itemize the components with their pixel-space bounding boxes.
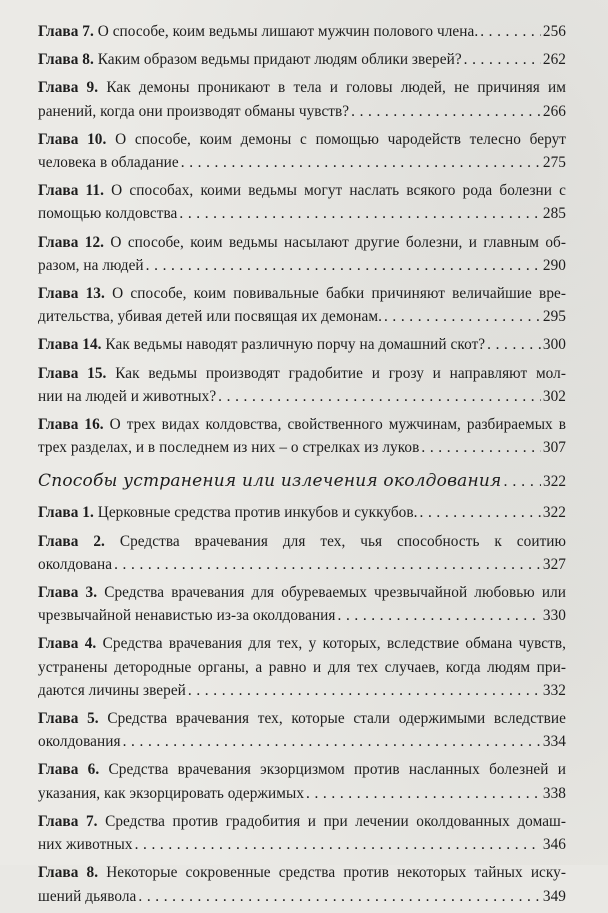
entry-last-line xyxy=(38,151,566,174)
entry-text: Как ведьмы производят градобитие и грозу и направляют мол- xyxy=(115,364,567,382)
entry-last-line xyxy=(38,305,566,328)
entry-body xyxy=(38,179,566,202)
leader-dots xyxy=(351,100,541,123)
leader-dots xyxy=(420,501,541,524)
leader-dots xyxy=(179,202,541,225)
entry-text-end xyxy=(38,730,121,753)
entry-text: Церковные средства против инкубов и суккубов. xyxy=(97,504,418,522)
leader-dots xyxy=(218,385,541,408)
chapter-number: Глава 8. xyxy=(38,864,99,882)
entry-text: Средства врачевания экзорцизмом против насланных болезней и xyxy=(108,761,567,779)
entry-text-end xyxy=(38,782,304,805)
entry-text: Некоторые сокровенные средства против некоторых тайных иску- xyxy=(106,864,566,882)
entry-text: О трех видах колдовства, свойственного мужчинам, разбираемых в xyxy=(109,416,566,434)
entry-body xyxy=(38,362,566,385)
entry-text: О способе, коим ведьмы лишают мужчин полового члена. xyxy=(97,23,479,40)
entry-text: человека в обладание xyxy=(38,154,179,172)
leader-dots xyxy=(114,553,541,576)
leader-dots xyxy=(384,305,541,328)
entry-text: Средства врачевания для тех, чья способность к соитию xyxy=(119,532,567,550)
entry-body xyxy=(38,581,566,604)
entry-last-line xyxy=(38,833,566,856)
toc-entry xyxy=(38,48,566,71)
entry-text: дительства, убивая детей или посвящая их демонам. xyxy=(38,308,382,326)
entry-text-end xyxy=(38,885,136,908)
chapter-number: Глава 13. xyxy=(38,285,105,303)
entry-body xyxy=(38,632,566,678)
page-number: 322 xyxy=(542,504,566,522)
leader-dots xyxy=(487,333,541,356)
entry-text: разом, на людей xyxy=(38,256,144,274)
entry-text: Средства врачевания для тех, у которых, вследствие обмана чувств, устранены детородные органы, а равно и для тех случаев, когда людям при- xyxy=(38,635,567,676)
page-number: 295 xyxy=(542,308,566,326)
chapter-number: Глава 1. xyxy=(38,504,94,522)
entry-last-line xyxy=(38,254,566,277)
toc-entry xyxy=(38,413,566,459)
entry-text-end xyxy=(38,100,349,123)
page-number: 300 xyxy=(542,336,566,354)
page-number: 290 xyxy=(542,256,566,274)
entry-text: О способе, коим демоны с помощью чародейств телесно берут xyxy=(115,130,567,148)
chapter-number: Глава 10. xyxy=(38,130,107,148)
entry-text-end xyxy=(38,151,179,174)
leader-dots xyxy=(504,473,542,491)
entry-last-line xyxy=(38,782,566,805)
leader-dots xyxy=(123,730,541,753)
entry-last-line xyxy=(38,385,566,408)
leader-dots xyxy=(146,254,541,277)
section-title: Способы устранения или излечения околдования xyxy=(38,471,502,492)
chapter-number: Глава 16. xyxy=(38,416,104,434)
entry-text-end xyxy=(38,202,177,225)
page-number: 346 xyxy=(542,836,566,854)
entry-body xyxy=(38,758,566,781)
chapter-number: Глава 3. xyxy=(38,584,98,602)
page-number: 307 xyxy=(542,439,566,457)
entry-text: чрезвычайной ненавистью из-за околдования xyxy=(38,607,336,625)
entry-text: помощью колдовства xyxy=(38,205,178,223)
page-number: 302 xyxy=(542,387,566,405)
chapter-number: Глава 2. xyxy=(38,532,105,550)
toc-entry xyxy=(38,231,566,277)
leader-dots xyxy=(188,679,541,702)
entry-last-line xyxy=(38,604,566,627)
entry-text: указания, как экзорцировать одержимых xyxy=(38,784,305,802)
entry-body xyxy=(38,530,566,553)
toc-entry xyxy=(38,861,566,907)
page-number: 349 xyxy=(542,887,566,905)
entry-text: Как ведьмы наводят различную порчу на домашний скот? xyxy=(105,336,486,354)
chapter-number: Глава 4. xyxy=(38,635,97,653)
entry-text-end xyxy=(38,48,462,71)
entry-text: нии на людей и животных? xyxy=(38,387,217,405)
leader-dots xyxy=(480,20,541,43)
entry-text: шений дьявола xyxy=(38,887,137,905)
entry-text-end xyxy=(38,833,133,856)
entry-text: даются личины зверей xyxy=(38,681,186,699)
page-number: 256 xyxy=(542,23,566,40)
entry-text: них животных xyxy=(38,836,133,854)
section-heading xyxy=(38,471,566,491)
entry-text: Как демоны проникают в тела и головы людей, не причиняя им xyxy=(106,79,567,97)
toc-entry xyxy=(38,501,566,524)
toc-entry xyxy=(38,76,566,122)
toc-entry xyxy=(38,758,566,804)
toc-entry xyxy=(38,362,566,408)
chapter-number: Глава 5. xyxy=(38,710,99,728)
entry-last-line xyxy=(38,100,566,123)
page-number: 332 xyxy=(542,681,566,699)
entry-text: Средства врачевания тех, которые стали одержимыми вследствие xyxy=(107,710,566,728)
chapter-number: Глава 7. xyxy=(38,812,98,830)
entry-last-line xyxy=(38,333,566,356)
entry-text-end xyxy=(38,501,418,524)
page-number: 262 xyxy=(542,51,566,69)
entry-last-line xyxy=(38,202,566,225)
chapter-number: Глава 8. xyxy=(38,51,94,69)
entry-text-end xyxy=(38,305,382,328)
entry-text: Средства против градобития и при лечении околдованных домаш- xyxy=(105,812,567,830)
toc-entry xyxy=(38,128,566,174)
toc-entry xyxy=(38,333,566,356)
entry-last-line xyxy=(38,885,566,908)
entry-text-end xyxy=(38,385,216,408)
table-of-contents xyxy=(38,20,566,913)
page-number: 266 xyxy=(542,102,566,120)
entry-text-end xyxy=(38,553,112,576)
leader-dots xyxy=(338,604,541,627)
chapter-number: Глава 12. xyxy=(38,233,105,251)
leader-dots xyxy=(138,885,541,908)
entry-text-end xyxy=(38,20,478,43)
entry-body xyxy=(38,282,566,305)
toc-entry xyxy=(38,632,566,702)
leader-dots xyxy=(306,782,541,805)
entry-text: околдована xyxy=(38,555,113,573)
entry-body xyxy=(38,128,566,151)
entry-text: Средства врачевания для обуреваемых чрезвычайной любовью или xyxy=(104,584,567,602)
chapter-number: Глава 7. xyxy=(38,23,94,40)
entry-text-end xyxy=(38,254,144,277)
entry-last-line xyxy=(38,553,566,576)
leader-dots xyxy=(464,48,541,71)
chapter-number: Глава 15. xyxy=(38,364,107,382)
entry-body xyxy=(38,76,566,99)
entry-last-line xyxy=(38,730,566,753)
entry-last-line xyxy=(38,20,566,43)
entry-text: Каким образом ведьмы придают людям облики зверей? xyxy=(97,51,462,69)
toc-entry xyxy=(38,282,566,328)
toc-entry xyxy=(38,810,566,856)
entry-body xyxy=(38,810,566,833)
entry-text: О способах, коими ведьмы могут наслать всякого рода болезни с xyxy=(111,182,567,200)
entry-body xyxy=(38,707,566,730)
chapter-number: Глава 14. xyxy=(38,336,102,354)
toc-entry xyxy=(38,530,566,576)
page-number: 285 xyxy=(542,205,566,223)
leader-dots xyxy=(421,436,541,459)
leader-dots xyxy=(181,151,541,174)
chapter-number: Глава 6. xyxy=(38,761,100,779)
entry-last-line xyxy=(38,436,566,459)
page-number: 334 xyxy=(542,733,566,751)
entry-text-end xyxy=(38,679,186,702)
entry-text: ранений, когда они производят обманы чувств? xyxy=(38,102,350,120)
page-number: 275 xyxy=(542,154,566,172)
entry-last-line xyxy=(38,501,566,524)
entry-last-line xyxy=(38,48,566,71)
toc-entry xyxy=(38,20,566,43)
entry-body xyxy=(38,413,566,436)
page-number: 327 xyxy=(542,555,566,573)
page-number: 330 xyxy=(542,607,566,625)
entry-text: О способе, коим повивальные бабки причиняют величайшие вре- xyxy=(112,285,567,303)
entry-text-end xyxy=(38,604,336,627)
entry-text: околдования xyxy=(38,733,121,751)
toc-entry xyxy=(38,707,566,753)
toc-entry xyxy=(38,581,566,627)
chapter-number: Глава 11. xyxy=(38,182,104,200)
entry-body xyxy=(38,231,566,254)
section-page-number: 322 xyxy=(543,473,566,491)
entry-text-end xyxy=(38,436,419,459)
page-number: 338 xyxy=(542,784,566,802)
chapter-number: Глава 9. xyxy=(38,79,99,97)
entry-text-end xyxy=(38,333,485,356)
entry-last-line xyxy=(38,679,566,702)
entry-text: О способе, коим ведьмы насылают другие болезни, и главным об- xyxy=(110,233,567,251)
toc-entry xyxy=(38,179,566,225)
entry-text: трех разделах, и в последнем из них – о стрелках из луков xyxy=(38,439,420,457)
leader-dots xyxy=(135,833,541,856)
